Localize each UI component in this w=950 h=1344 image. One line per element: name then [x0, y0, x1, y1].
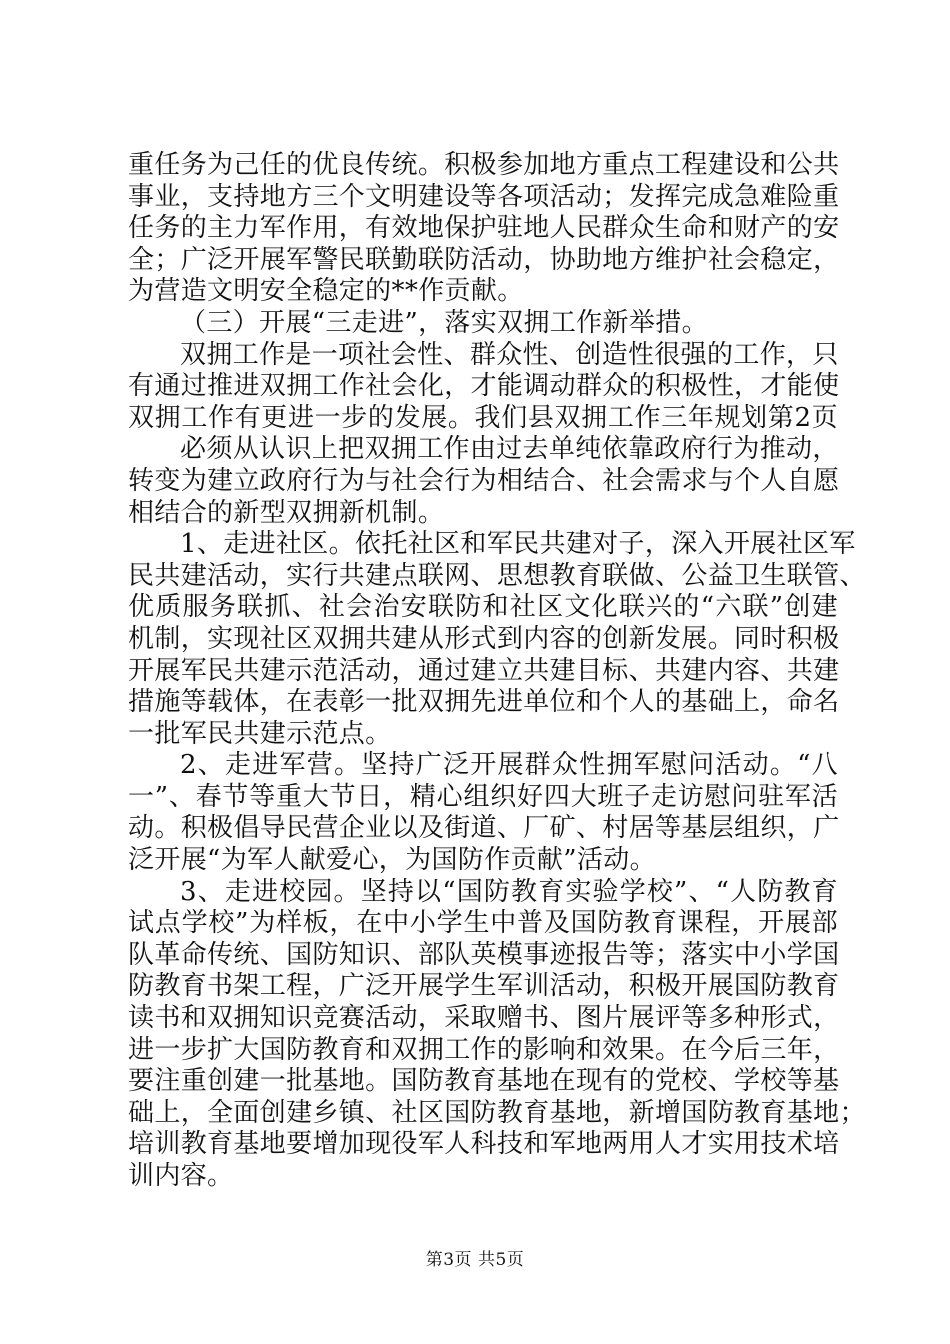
- text-line: 重任务为己任的优良传统。积极参加地方重点工程建设和公共: [128, 150, 840, 180]
- text-line: 有通过推进双拥工作社会化，才能调动群众的积极性，才能使: [128, 371, 840, 402]
- text-line: 防教育书架工程，广泛开展学生军训活动，积极开展国防教育: [128, 971, 840, 1002]
- text-line: 措施等载体，在表彰一批双拥先进单位和个人的基础上，命名: [128, 687, 840, 718]
- text-line: 2、走进军营。坚持广泛开展群众性拥军慰问活动。“八: [180, 750, 838, 781]
- text-line: 泛开展“为军人献爱心，为国防作贡献”活动。: [128, 845, 656, 876]
- text-line: （三）开展“三走进”，落实双拥工作新举措。: [180, 307, 708, 338]
- text-line: 优质服务联抓、社会治安联防和社区文化联兴的“六联”创建: [128, 592, 838, 623]
- text-line: 相结合的新型双拥新机制。: [128, 497, 445, 528]
- text-line: 要注重创建一批基地。国防教育基地在现有的党校、学校等基: [128, 1066, 840, 1097]
- text-line: 事业，支持地方三个文明建设等各项活动；发挥完成急难险重: [128, 181, 840, 212]
- text-line: 动。积极倡导民营企业以及街道、厂矿、村居等基层组织，广: [128, 813, 840, 844]
- text-line: 机制，实现社区双拥共建从形式到内容的创新发展。同时积极: [128, 623, 840, 654]
- text-line: 双拥工作有更进一步的发展。我们县双拥工作三年规划第2页: [128, 402, 838, 433]
- text-line: 必须从认识上把双拥工作由过去单纯依靠政府行为推动，: [180, 434, 839, 465]
- text-line: 队革命传统、国防知识、部队英模事迹报告等；落实中小学国: [128, 939, 840, 970]
- text-line: 任务的主力军作用，有效地保护驻地人民群众生命和财产的安: [128, 213, 840, 244]
- text-line: 读书和双拥知识竞赛活动，采取赠书、图片展评等多种形式，: [128, 1003, 840, 1034]
- page-footer: 第3页 共5页: [425, 1250, 525, 1270]
- text-line: 3、走进校园。坚持以“国防教育实验学校”、“人防教育: [180, 876, 838, 907]
- text-line: 进一步扩大国防教育和双拥工作的影响和效果。在今后三年，: [128, 1034, 840, 1065]
- text-line: 为营造文明安全稳定的**作贡献。: [128, 276, 524, 307]
- text-line: 开展军民共建示范活动，通过建立共建目标、共建内容、共建: [128, 655, 840, 686]
- body-text: [128, 150, 866, 1193]
- text-line: 一”、春节等重大节日，精心组织好四大班子走访慰问驻军活: [128, 781, 838, 812]
- text-line: 础上，全面创建乡镇、社区国防教育基地，新增国防教育基地；: [128, 1097, 866, 1128]
- text-line: 转变为建立政府行为与社会行为相结合、社会需求与个人自愿: [128, 465, 840, 496]
- text-line: 一批军民共建示范点。: [128, 718, 392, 749]
- text-line: 试点学校”为样板，在中小学生中普及国防教育课程，开展部: [128, 908, 838, 939]
- text-line: 培训教育基地要增加现役军人科技和军地两用人才实用技术培: [128, 1129, 840, 1160]
- text-line: 全；广泛开展军警民联勤联防活动，协助地方维护社会稳定，: [128, 244, 840, 275]
- text-line: 1、走进社区。依托社区和军民共建对子，深入开展社区军: [180, 529, 856, 560]
- text-line: 训内容。: [128, 1161, 234, 1191]
- text-line: 民共建活动，实行共建点联网、思想教育联做、公益卫生联管、: [128, 560, 866, 591]
- text-line: 双拥工作是一项社会性、群众性、创造性很强的工作，只: [180, 339, 839, 370]
